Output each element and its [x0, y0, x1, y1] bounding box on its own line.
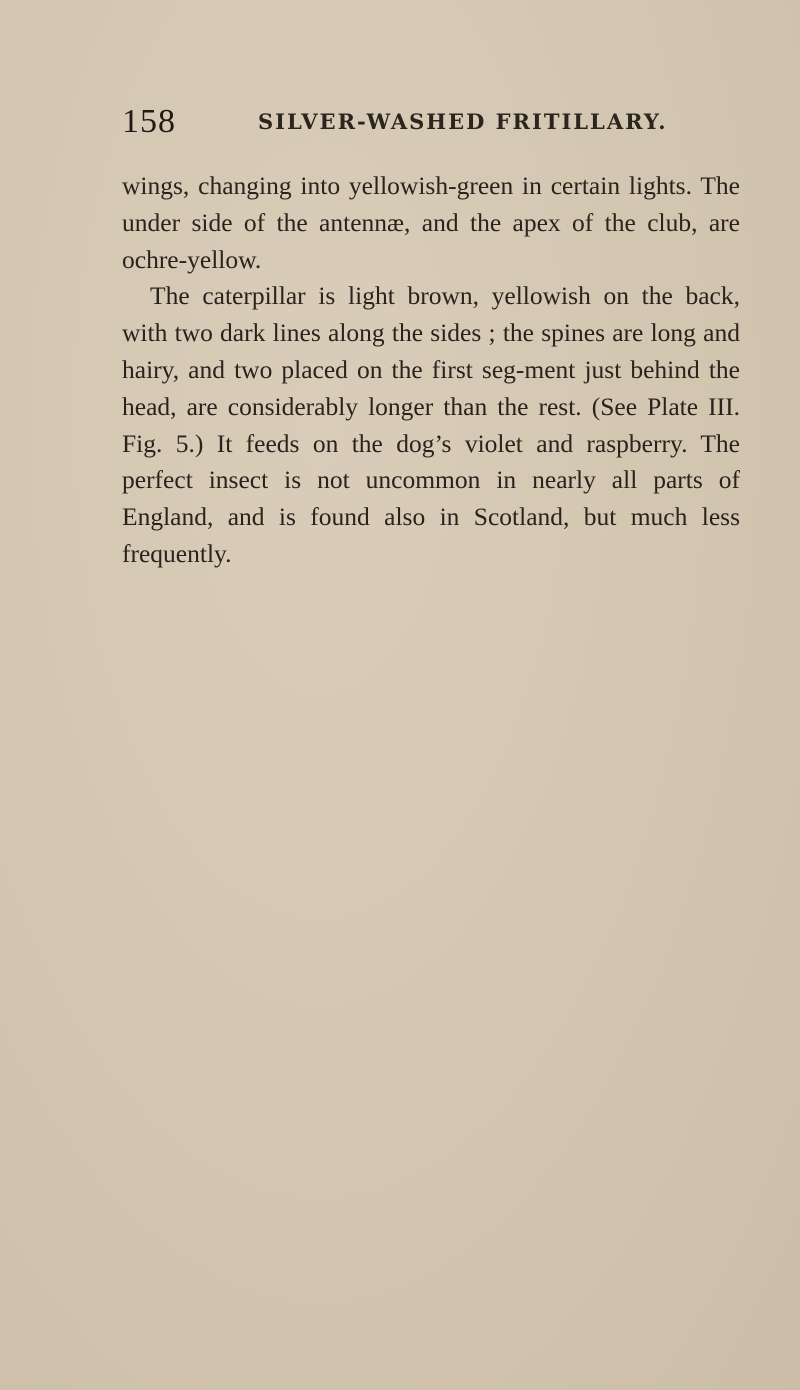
body-text	[122, 168, 740, 573]
paper-stain	[720, 905, 728, 913]
running-title: SILVER-WASHED FRITILLARY.	[258, 109, 668, 134]
paragraph-caterpillar: The caterpillar is light brown, yellowish on the back, with two dark lines along the sides ; the spines are long and hairy, and two placed on the first seg-ment just behind the head, are considerably longer than the rest. (See Plate III. Fig. 5.) It feeds on the dog’s violet and raspberry. The perfect insect is not uncommon in nearly all parts of England, and is found also in Scotland, but much less frequently.	[122, 281, 740, 568]
running-head	[122, 103, 742, 143]
paragraph-continuation: wings, changing into yellowish-green in certain lights. The under side of the antennæ, and the apex of the club, are ochre-yellow.	[122, 171, 740, 274]
page-number: 158	[122, 103, 176, 140]
